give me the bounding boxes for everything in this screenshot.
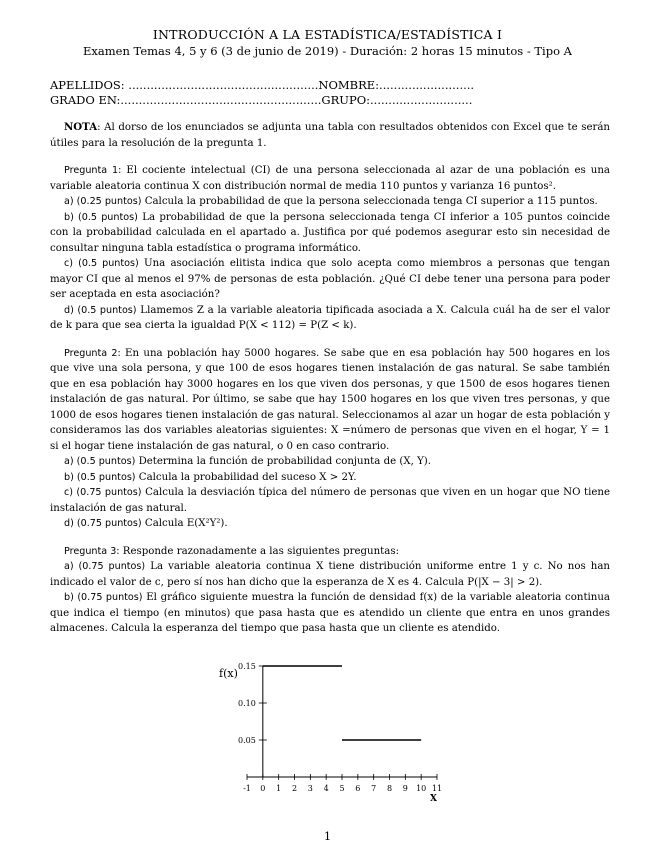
y-tick-label: 0.15	[238, 662, 256, 671]
exam-subtitle: Examen Temas 4, 5 y 6 (3 de junio de 2019) - Duración: 2 horas 15 minutos - Tipo A	[83, 44, 572, 58]
y-tick-label: 0.05	[238, 736, 256, 745]
x-tick-label: 6	[355, 784, 361, 793]
q3-intro: Pregunta 3: Responde razonadamente a las siguientes preguntas:	[64, 545, 399, 557]
page-number: 1	[323, 829, 332, 843]
q1-a: a) (0.25 puntos) Calcula la probabilidad de que la persona seleccionada tenga CI superior a 115 puntos.	[64, 196, 598, 207]
q1-c: c) (0.5 puntos) Una asociación elitista indica que solo acepta como miembros a personas que tengan mayor CI que al menos el 97% de personas de esta población. ¿Qué CI debe tener una persona para poder ser aceptada en esta asociación?	[50, 258, 610, 300]
x-tick-label: 2	[291, 784, 298, 793]
x-tick-label: 3	[307, 784, 313, 793]
q2-intro: Pregunta 2: En una población hay 5000 hogares. Se sabe que en esa población hay 500 hogares en los que vive una sola persona, y que 100 de esos hogares tienen instalación de gas natural. Se sabe también que en esa población hay 3000 hogares en los que viven dos personas, y que 1500 de esos hogares tienen instalación de gas natural. Por último, se sabe que hay 1500 hogares en los que viven tres personas, y que 1000 de esos hogares tienen instalación de gas natural. Seleccionamos al azar un hogar de esta población y consideramos las dos variables aleatorias siguientes: X =número de personas que viven en el hogar, Y = 1 si el hogar tiene instalación de gas natural, o 0 en caso contrario.	[50, 347, 610, 452]
q2-a: a) (0.5 puntos) Determina la función de probabilidad conjunta de (X, Y).	[64, 456, 432, 467]
nota-label: NOTA	[64, 121, 98, 133]
q1-label: Pregunta 1:	[64, 165, 122, 176]
q1-d: d) (0.5 puntos) Llamemos Z a la variable aleatoria tipificada asociada a X. Calcula cuál ha de ser el valor de k para que sea cierta la igualdad P(X < 112) = P(Z < k).	[50, 304, 611, 331]
q2-b: b) (0.5 puntos) Calcula la probabilidad del suceso X > 2Y.	[64, 471, 357, 483]
grado-grupo-field: GRADO EN:.......................................................GRUPO:............................	[50, 93, 473, 107]
q2-c: c) (0.75 puntos) Calcula la desviación típica del número de personas que viven en un hogar que NO tiene instalación de gas natural.	[50, 487, 610, 514]
x-tick-label: 5	[339, 784, 345, 793]
y-axis-label: f(x)	[219, 667, 238, 680]
density-chart	[205, 655, 465, 805]
exam-body	[50, 120, 610, 637]
x-tick-label: 9	[402, 784, 408, 793]
x-tick-label: 0	[260, 784, 266, 793]
exam-title: INTRODUCCIÓN A LA ESTADÍSTICA/ESTADÍSTICA I	[152, 27, 503, 42]
q2-label: Pregunta 2:	[64, 347, 121, 359]
x-tick-label: 11	[431, 784, 443, 793]
x-axis-label: X	[430, 794, 437, 804]
q1-b: b) (0.5 puntos) La probabilidad de que la persona seleccionada tenga CI inferior a 105 puntos coincide con la probabilidad calculada en el apartado a. Justifica por qué podemos asegurar esto sin necesidad de consultar ninguna tabla estadística o programa informático.	[50, 211, 610, 254]
x-tick-label: 1	[276, 784, 282, 793]
q1-intro: Pregunta 1: El cociente intelectual (CI) de una persona seleccionada al azar de una población es una variable aleatoria continua X con distribución normal de media 110 puntos y varianza 16 puntos².	[50, 165, 610, 192]
nota-paragraph	[50, 120, 610, 151]
nota-text: : Al dorso de los enunciados se adjunta una tabla con resultados obtenidos con Excel que te serán útiles para la resolución de la pregunta 1.	[50, 122, 610, 149]
q3-label: Pregunta 3:	[64, 545, 120, 557]
q2-d: d) (0.75 puntos) Calcula E(X²Y²).	[64, 518, 228, 529]
q3-a: a) (0.75 puntos) La variable aleatoria continua X tiene distribución uniforme entre 1 y c. No nos han indicado el valor de c, pero sí nos han dicho que la esperanza de X es 4. Calcula P(|X − 3| > 2).	[50, 561, 610, 588]
x-tick-label: 4	[323, 784, 329, 793]
x-tick-label: 8	[386, 784, 393, 793]
x-tick-label: -1	[243, 784, 251, 793]
apellidos-nombre-field: APELLIDOS: ....................................................NOMBRE:..........................	[50, 78, 475, 92]
x-tick-label: 7	[371, 784, 377, 793]
q3-b: b) (0.75 puntos) El gráfico siguiente muestra la función de densidad f(x) de la variable aleatoria continua que indica el tiempo (en minutos) que pasa hasta que es atendido un cliente que entra en unos grandes almacenes. Calcula la esperanza del tiempo que pasa hasta que un cliente es atendido.	[50, 592, 610, 634]
y-tick-label: 0.10	[238, 699, 256, 708]
x-tick-label: 10	[416, 784, 427, 793]
